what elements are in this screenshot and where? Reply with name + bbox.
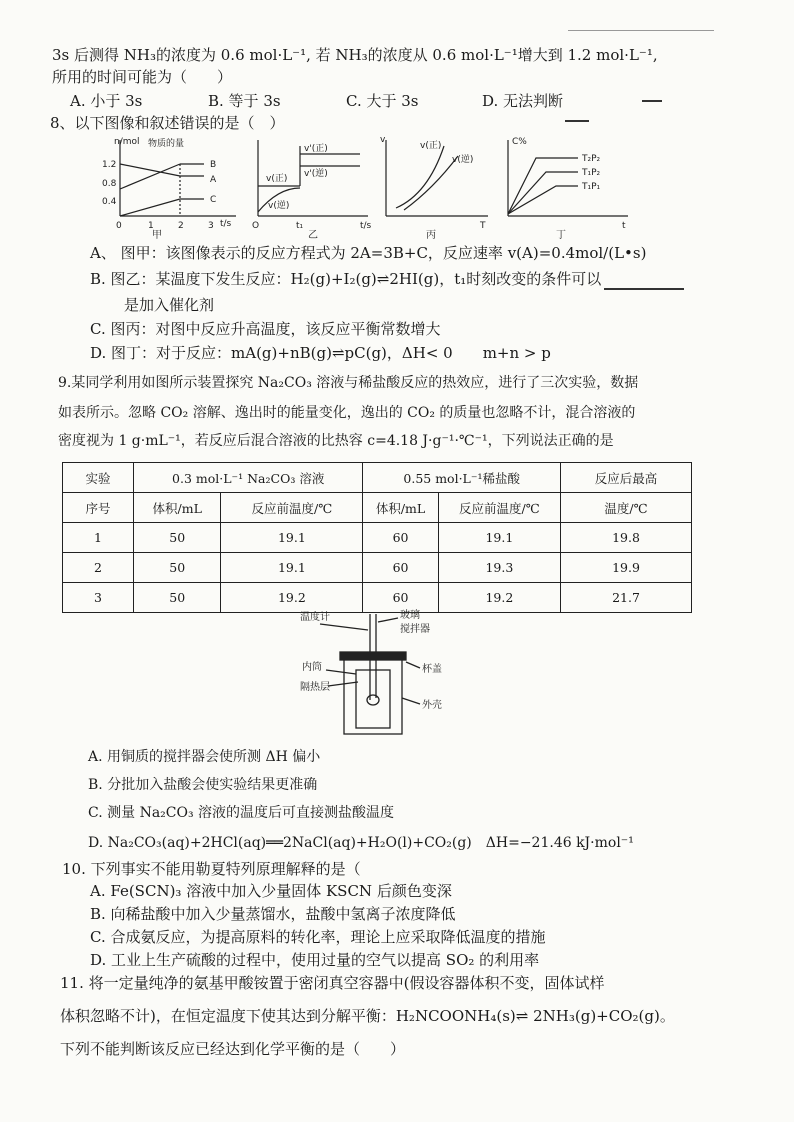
jia-xtick: 3 bbox=[208, 221, 214, 231]
calorimeter-diagram bbox=[300, 608, 470, 738]
table-cell: 19.1 bbox=[221, 523, 363, 553]
q10-option-d: D. 工业上生产硫酸的过程中，使用过量的空气以提高 SO₂ 的利用率 bbox=[90, 951, 540, 969]
label-lid: 杯盖 bbox=[422, 664, 442, 675]
q9-option-c: C. 测量 Na₂CO₃ 溶液的温度后可直接测盐酸温度 bbox=[88, 805, 395, 821]
header-cell: 0.55 mol·L⁻¹稀盐酸 bbox=[363, 463, 561, 493]
table-row bbox=[63, 553, 692, 583]
header-cell: 反应前温度/℃ bbox=[221, 493, 363, 523]
jia-xtick: 0 bbox=[116, 221, 122, 231]
yi-label: v(正) bbox=[266, 174, 288, 184]
jia-xlabel: t/s bbox=[220, 219, 232, 229]
bing-xlabel: T bbox=[480, 221, 486, 231]
q8-graphs bbox=[102, 134, 668, 241]
label-thermometer: 温度计 bbox=[300, 612, 330, 623]
table-cell: 19.2 bbox=[438, 583, 560, 613]
yi-caption: 乙 bbox=[308, 230, 318, 241]
q9-option-b: B. 分批加入盐酸会使实验结果更准确 bbox=[88, 777, 318, 793]
jia-ytick: 0.8 bbox=[102, 179, 117, 189]
header-cell: 温度/℃ bbox=[561, 493, 692, 523]
jia-ytick: 0.4 bbox=[102, 197, 117, 207]
q11-line2: 体积忽略不计)，在恒定温度下使其达到分解平衡：H₂NCOONH₄(s)⇌ 2NH₃(g)+CO₂(g)。 bbox=[60, 1007, 675, 1025]
table-cell: 50 bbox=[134, 583, 221, 613]
q10-option-b: B. 向稀盐酸中加入少量蒸馏水，盐酸中氢离子浓度降低 bbox=[90, 905, 456, 923]
header-cell: 序号 bbox=[63, 493, 134, 523]
q11-line1: 11. 将一定量纯净的氨基甲酸铵置于密闭真空容器中(假设容器体积不变，固体试样 bbox=[60, 974, 605, 992]
q9-option-d: D. Na₂CO₃(aq)+2HCl(aq)══2NaCl(aq)+H₂O(l)+CO₂(g) ΔH=−21.46 kJ·mol⁻¹ bbox=[88, 835, 634, 851]
jia-ytick: 1.2 bbox=[102, 160, 117, 170]
label-stirrer: 玻璃 bbox=[400, 610, 420, 621]
q9-stem-line2: 如表所示。忽略 CO₂ 溶解、逸出时的能量变化，逸出的 CO₂ 的质量也忽略不计，混合溶液的 bbox=[58, 405, 636, 421]
q7-option-c: C. 大于 3s bbox=[346, 92, 419, 110]
q8-option-b-line2: 是加入催化剂 bbox=[124, 296, 215, 314]
pen-underline bbox=[604, 288, 684, 290]
jia-ytitle: 物质的量 bbox=[148, 139, 185, 149]
q7-text-line1: 3s 后测得 NH₃的浓度为 0.6 mol·L⁻¹, 若 NH₃的浓度从 0.6 mol·L⁻¹增大到 1.2 mol·L⁻¹, bbox=[52, 46, 658, 64]
ding-series: T₁P₁ bbox=[582, 182, 601, 192]
q8-option-c: C. 图丙：对图中反应升高温度，该反应平衡常数增大 bbox=[90, 320, 441, 338]
yi-label: v'(逆) bbox=[304, 169, 328, 179]
q9-data-table bbox=[62, 462, 692, 613]
q7-option-a: A. 小于 3s bbox=[70, 92, 143, 110]
table-cell: 19.9 bbox=[561, 553, 692, 583]
header-cell: 实验 bbox=[63, 463, 134, 493]
yi-t1: t₁ bbox=[296, 221, 304, 231]
table-cell: 60 bbox=[363, 523, 438, 553]
label-shell: 外壳 bbox=[422, 700, 442, 711]
q8-option-b-line1: B. 图乙：某温度下发生反应：H₂(g)+I₂(g)⇌2HI(g)，t₁时刻改变的条件可以 bbox=[90, 270, 602, 288]
q8-stem: 8、以下图像和叙述错误的是（ ） bbox=[50, 114, 285, 132]
yi-label: v(逆) bbox=[268, 201, 290, 211]
ding-ylabel: C% bbox=[512, 137, 527, 147]
q8-option-a: A、 图甲：该图像表示的反应方程式为 2A=3B+C，反应速率 v(A)=0.4mol/(L•s) bbox=[90, 244, 647, 262]
q7-option-b: B. 等于 3s bbox=[208, 92, 281, 110]
table-cell: 21.7 bbox=[561, 583, 692, 613]
jia-ylabel: n/mol bbox=[114, 137, 140, 147]
header-cell: 体积/mL bbox=[134, 493, 221, 523]
series-b-line bbox=[120, 164, 180, 176]
jia-series-label: B bbox=[210, 160, 217, 170]
pen-mark bbox=[565, 120, 589, 122]
table-cell: 19.1 bbox=[221, 553, 363, 583]
table-cell: 60 bbox=[363, 553, 438, 583]
q10-option-c: C. 合成氨反应，为提高原料的转化率，理论上应采取降低温度的措施 bbox=[90, 928, 546, 946]
jia-series-label: A bbox=[210, 175, 217, 185]
label-insulation: 隔热层 bbox=[300, 682, 330, 693]
jia-caption: 甲 bbox=[152, 230, 162, 241]
header-cell: 反应前温度/℃ bbox=[438, 493, 560, 523]
top-rule bbox=[568, 30, 714, 31]
table-cell: 19.3 bbox=[438, 553, 560, 583]
header-cell: 体积/mL bbox=[363, 493, 438, 523]
bing-caption: 丙 bbox=[426, 230, 436, 241]
table-cell: 50 bbox=[134, 553, 221, 583]
q9-stem-line3: 密度视为 1 g·mL⁻¹，若反应后混合溶液的比热容 c=4.18 J·g⁻¹·℃⁻¹，下列说法正确的是 bbox=[58, 433, 614, 449]
jia-xtick: 1 bbox=[148, 221, 154, 231]
bing-ylabel: v bbox=[380, 135, 386, 145]
table-cell: 50 bbox=[134, 523, 221, 553]
q9-option-a: A. 用铜质的搅拌器会使所测 ΔH 偏小 bbox=[88, 749, 321, 765]
bing-label: v(逆) bbox=[452, 155, 474, 165]
label-stirrer: 搅拌器 bbox=[400, 624, 430, 635]
ding-series: T₁P₂ bbox=[582, 168, 601, 178]
yi-xlabel: t/s bbox=[360, 221, 372, 231]
ding-series: T₂P₂ bbox=[582, 154, 601, 164]
q10-option-a: A. Fe(SCN)₃ 溶液中加入少量固体 KSCN 后颜色变深 bbox=[90, 882, 452, 900]
series-a-line bbox=[120, 164, 180, 189]
ding-caption: 丁 bbox=[556, 230, 566, 241]
jia-series-label: C bbox=[210, 195, 217, 205]
q10-stem: 10. 下列事实不能用勒夏特列原理解释的是（ bbox=[62, 860, 361, 878]
yi-label: v'(正) bbox=[304, 144, 328, 154]
table-cell: 1 bbox=[63, 523, 134, 553]
yi-origin: O bbox=[252, 221, 260, 231]
table-cell: 60 bbox=[363, 583, 438, 613]
header-cell: 反应后最高 bbox=[561, 463, 692, 493]
jia-xtick: 2 bbox=[178, 221, 184, 231]
pen-mark bbox=[642, 100, 662, 102]
label-inner: 内筒 bbox=[302, 662, 322, 673]
q9-stem-line1: 9.某同学利用如图所示装置探究 Na₂CO₃ 溶液与稀盐酸反应的热效应，进行了三次实验，数据 bbox=[58, 375, 639, 391]
table-cell: 3 bbox=[63, 583, 134, 613]
table-cell: 19.1 bbox=[438, 523, 560, 553]
q7-option-d: D. 无法判断 bbox=[482, 92, 564, 110]
q7-text-line2: 所用的时间可能为（ ） bbox=[52, 68, 233, 86]
q8-option-d: D. 图丁：对于反应：mA(g)+nB(g)⇌pC(g)，ΔH< 0 m+n > p bbox=[90, 344, 551, 362]
bing-label: v(正) bbox=[420, 141, 442, 151]
ding-xlabel: t bbox=[622, 221, 626, 231]
q11-line3: 下列不能判断该反应已经达到化学平衡的是（ ） bbox=[60, 1040, 406, 1058]
series-c-line bbox=[120, 199, 180, 216]
table-cell: 2 bbox=[63, 553, 134, 583]
header-cell: 0.3 mol·L⁻¹ Na₂CO₃ 溶液 bbox=[134, 463, 363, 493]
table-cell: 19.2 bbox=[221, 583, 363, 613]
table-cell: 19.8 bbox=[561, 523, 692, 553]
table-row bbox=[63, 523, 692, 553]
